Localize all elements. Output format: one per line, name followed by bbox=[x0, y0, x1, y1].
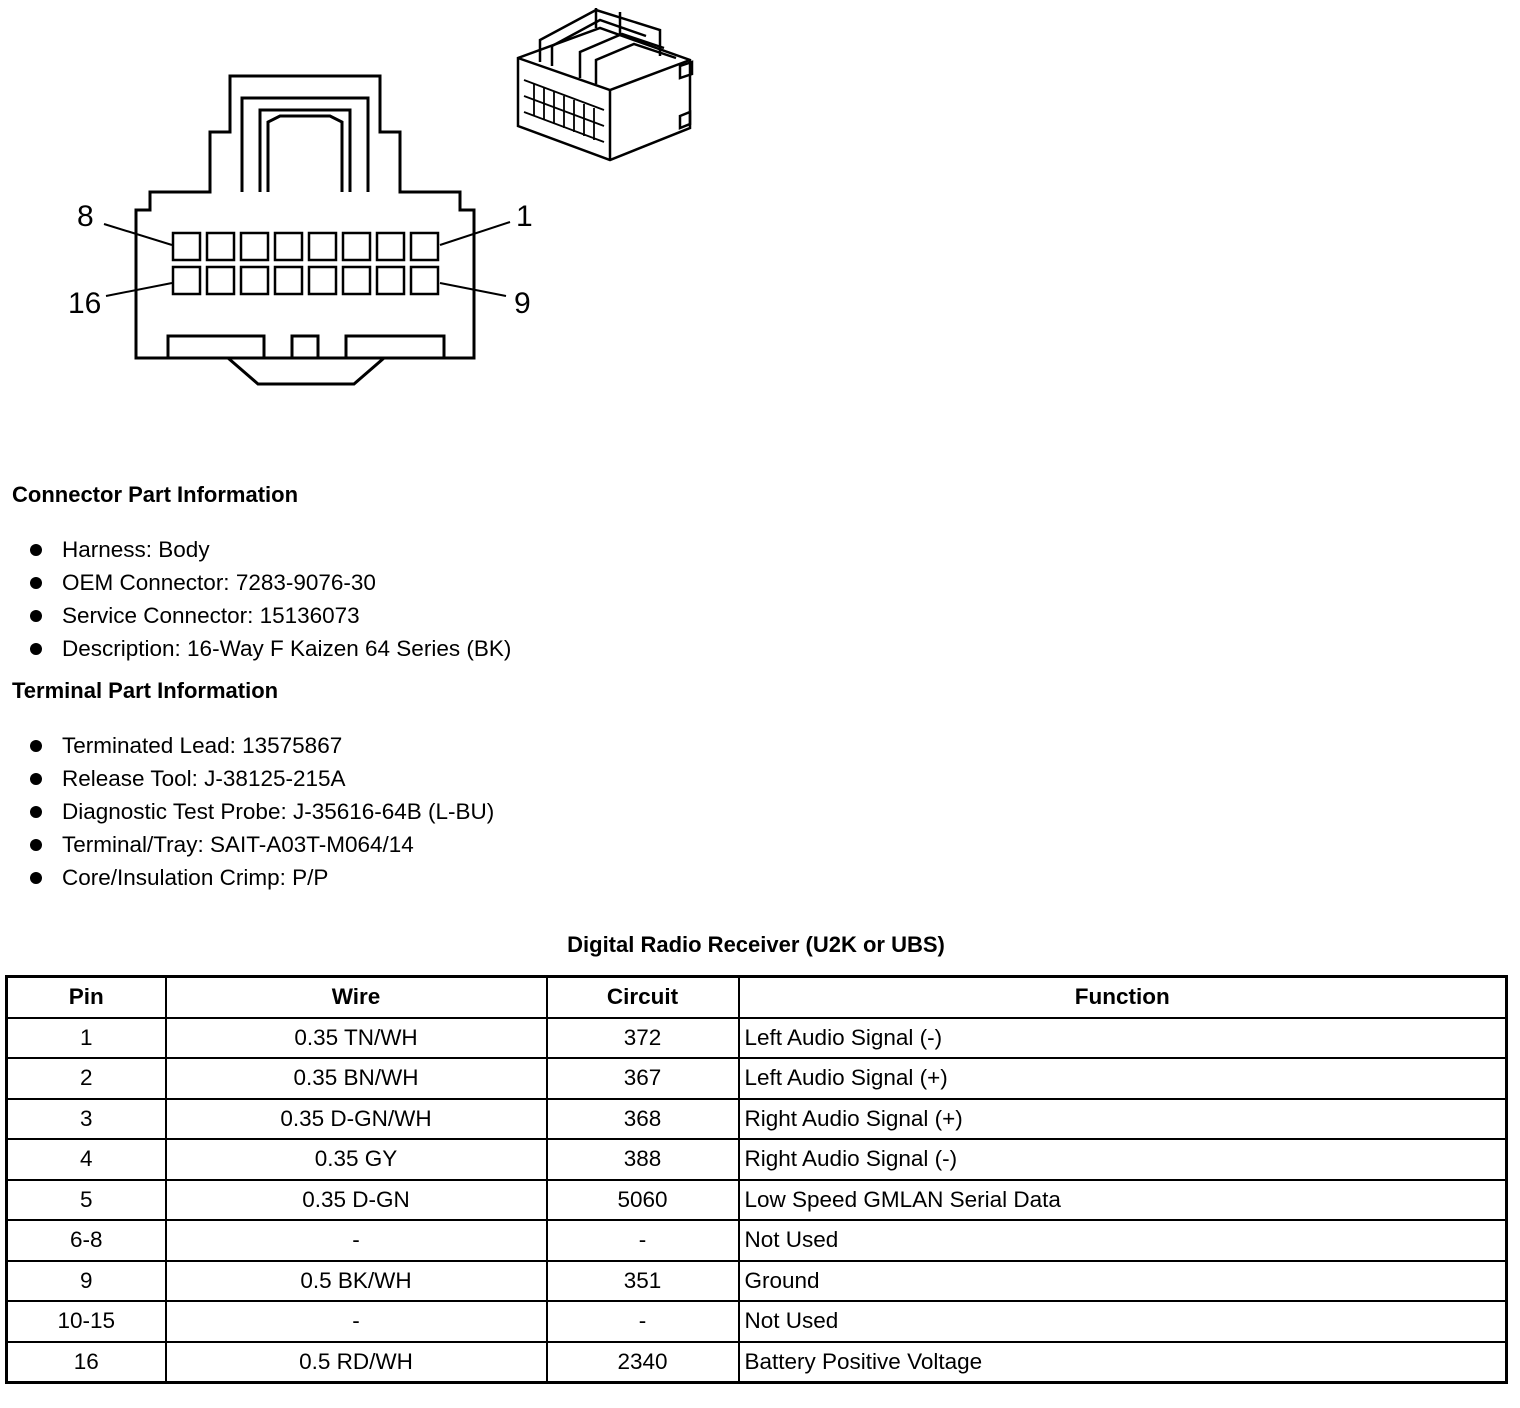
pin-cavity bbox=[309, 233, 336, 260]
table-row bbox=[7, 1018, 1507, 1059]
cell-circuit: - bbox=[547, 1220, 739, 1261]
table-row bbox=[7, 1261, 1507, 1302]
cell-circuit: 368 bbox=[547, 1099, 739, 1140]
table-row bbox=[7, 1139, 1507, 1180]
terminal-part-info-list bbox=[30, 729, 494, 894]
cell-wire: - bbox=[166, 1301, 547, 1342]
cell-function: Left Audio Signal (-) bbox=[739, 1018, 1507, 1059]
header-wire: Wire bbox=[166, 977, 547, 1018]
cell-pin: 2 bbox=[7, 1058, 166, 1099]
pin-label-9: 9 bbox=[514, 287, 531, 320]
cell-function: Right Audio Signal (+) bbox=[739, 1099, 1507, 1140]
pin-cavity bbox=[275, 267, 302, 294]
pin-cavity bbox=[241, 267, 268, 294]
cell-circuit: - bbox=[547, 1301, 739, 1342]
cell-wire: - bbox=[166, 1220, 547, 1261]
list-item: Diagnostic Test Probe: J-35616-64B (L-BU) bbox=[30, 795, 494, 828]
cell-wire: 0.5 RD/WH bbox=[166, 1342, 547, 1383]
pin-cavity bbox=[173, 233, 200, 260]
cell-circuit: 388 bbox=[547, 1139, 739, 1180]
pin-cavity bbox=[173, 267, 200, 294]
table-row bbox=[7, 1301, 1507, 1342]
cell-pin: 16 bbox=[7, 1342, 166, 1383]
leader-line-pin-8 bbox=[104, 224, 172, 245]
pin-table-title: Digital Radio Receiver (U2K or UBS) bbox=[567, 932, 945, 957]
cell-function: Ground bbox=[739, 1261, 1507, 1302]
list-item: Description: 16-Way F Kaizen 64 Series (BK) bbox=[30, 632, 511, 665]
pin-cavity bbox=[411, 267, 438, 294]
list-item: Core/Insulation Crimp: P/P bbox=[30, 861, 494, 894]
cell-wire: 0.35 D-GN bbox=[166, 1180, 547, 1221]
cell-function: Right Audio Signal (-) bbox=[739, 1139, 1507, 1180]
cell-wire: 0.35 BN/WH bbox=[166, 1058, 547, 1099]
cell-pin: 5 bbox=[7, 1180, 166, 1221]
cell-pin: 4 bbox=[7, 1139, 166, 1180]
pin-cavity bbox=[411, 233, 438, 260]
cell-circuit: 5060 bbox=[547, 1180, 739, 1221]
pin-cavity bbox=[343, 267, 370, 294]
connector-part-info-title: Connector Part Information bbox=[12, 482, 299, 507]
list-item: Terminal/Tray: SAIT-A03T-M064/14 bbox=[30, 828, 494, 861]
connector-face-diagram bbox=[0, 0, 720, 400]
cell-pin: 6-8 bbox=[7, 1220, 166, 1261]
list-item: Service Connector: 15136073 bbox=[30, 599, 511, 632]
table-row bbox=[7, 1342, 1507, 1383]
table-row bbox=[7, 1220, 1507, 1261]
pin-label-1: 1 bbox=[516, 200, 533, 233]
table-row bbox=[7, 1058, 1507, 1099]
pin-label-16: 16 bbox=[68, 287, 102, 320]
header-function: Function bbox=[739, 977, 1507, 1018]
cell-function: Left Audio Signal (+) bbox=[739, 1058, 1507, 1099]
list-item: OEM Connector: 7283-9076-30 bbox=[30, 566, 511, 599]
cell-function: Not Used bbox=[739, 1301, 1507, 1342]
cell-wire: 0.5 BK/WH bbox=[166, 1261, 547, 1302]
pin-cavity bbox=[275, 233, 302, 260]
cell-wire: 0.35 GY bbox=[166, 1139, 547, 1180]
list-item: Harness: Body bbox=[30, 533, 511, 566]
leader-line-pin-16 bbox=[106, 283, 172, 296]
cell-function: Not Used bbox=[739, 1220, 1507, 1261]
cell-circuit: 351 bbox=[547, 1261, 739, 1302]
cell-pin: 3 bbox=[7, 1099, 166, 1140]
pin-cavity bbox=[343, 233, 370, 260]
cell-function: Battery Positive Voltage bbox=[739, 1342, 1507, 1383]
table-header-row bbox=[7, 977, 1507, 1018]
cell-pin: 10-15 bbox=[7, 1301, 166, 1342]
cell-function: Low Speed GMLAN Serial Data bbox=[739, 1180, 1507, 1221]
connector-part-info-list bbox=[30, 533, 511, 665]
cell-circuit: 372 bbox=[547, 1018, 739, 1059]
cell-circuit: 367 bbox=[547, 1058, 739, 1099]
cell-wire: 0.35 D-GN/WH bbox=[166, 1099, 547, 1140]
list-item: Release Tool: J-38125-215A bbox=[30, 762, 494, 795]
terminal-part-info-title: Terminal Part Information bbox=[12, 678, 279, 703]
table-row bbox=[7, 1180, 1507, 1221]
pin-cavity bbox=[377, 267, 404, 294]
connector-3d-view bbox=[518, 8, 692, 160]
cell-wire: 0.35 TN/WH bbox=[166, 1018, 547, 1059]
cell-pin: 1 bbox=[7, 1018, 166, 1059]
cell-pin: 9 bbox=[7, 1261, 166, 1302]
pin-cavity bbox=[207, 233, 234, 260]
pin-cavity bbox=[377, 233, 404, 260]
cell-circuit: 2340 bbox=[547, 1342, 739, 1383]
header-pin: Pin bbox=[7, 977, 166, 1018]
pin-cavity bbox=[241, 233, 268, 260]
table-row bbox=[7, 1099, 1507, 1140]
pin-table bbox=[5, 975, 1508, 1384]
pin-cavity bbox=[309, 267, 336, 294]
header-circuit: Circuit bbox=[547, 977, 739, 1018]
pin-cavity bbox=[207, 267, 234, 294]
list-item: Terminated Lead: 13575867 bbox=[30, 729, 494, 762]
pin-label-8: 8 bbox=[77, 200, 94, 233]
